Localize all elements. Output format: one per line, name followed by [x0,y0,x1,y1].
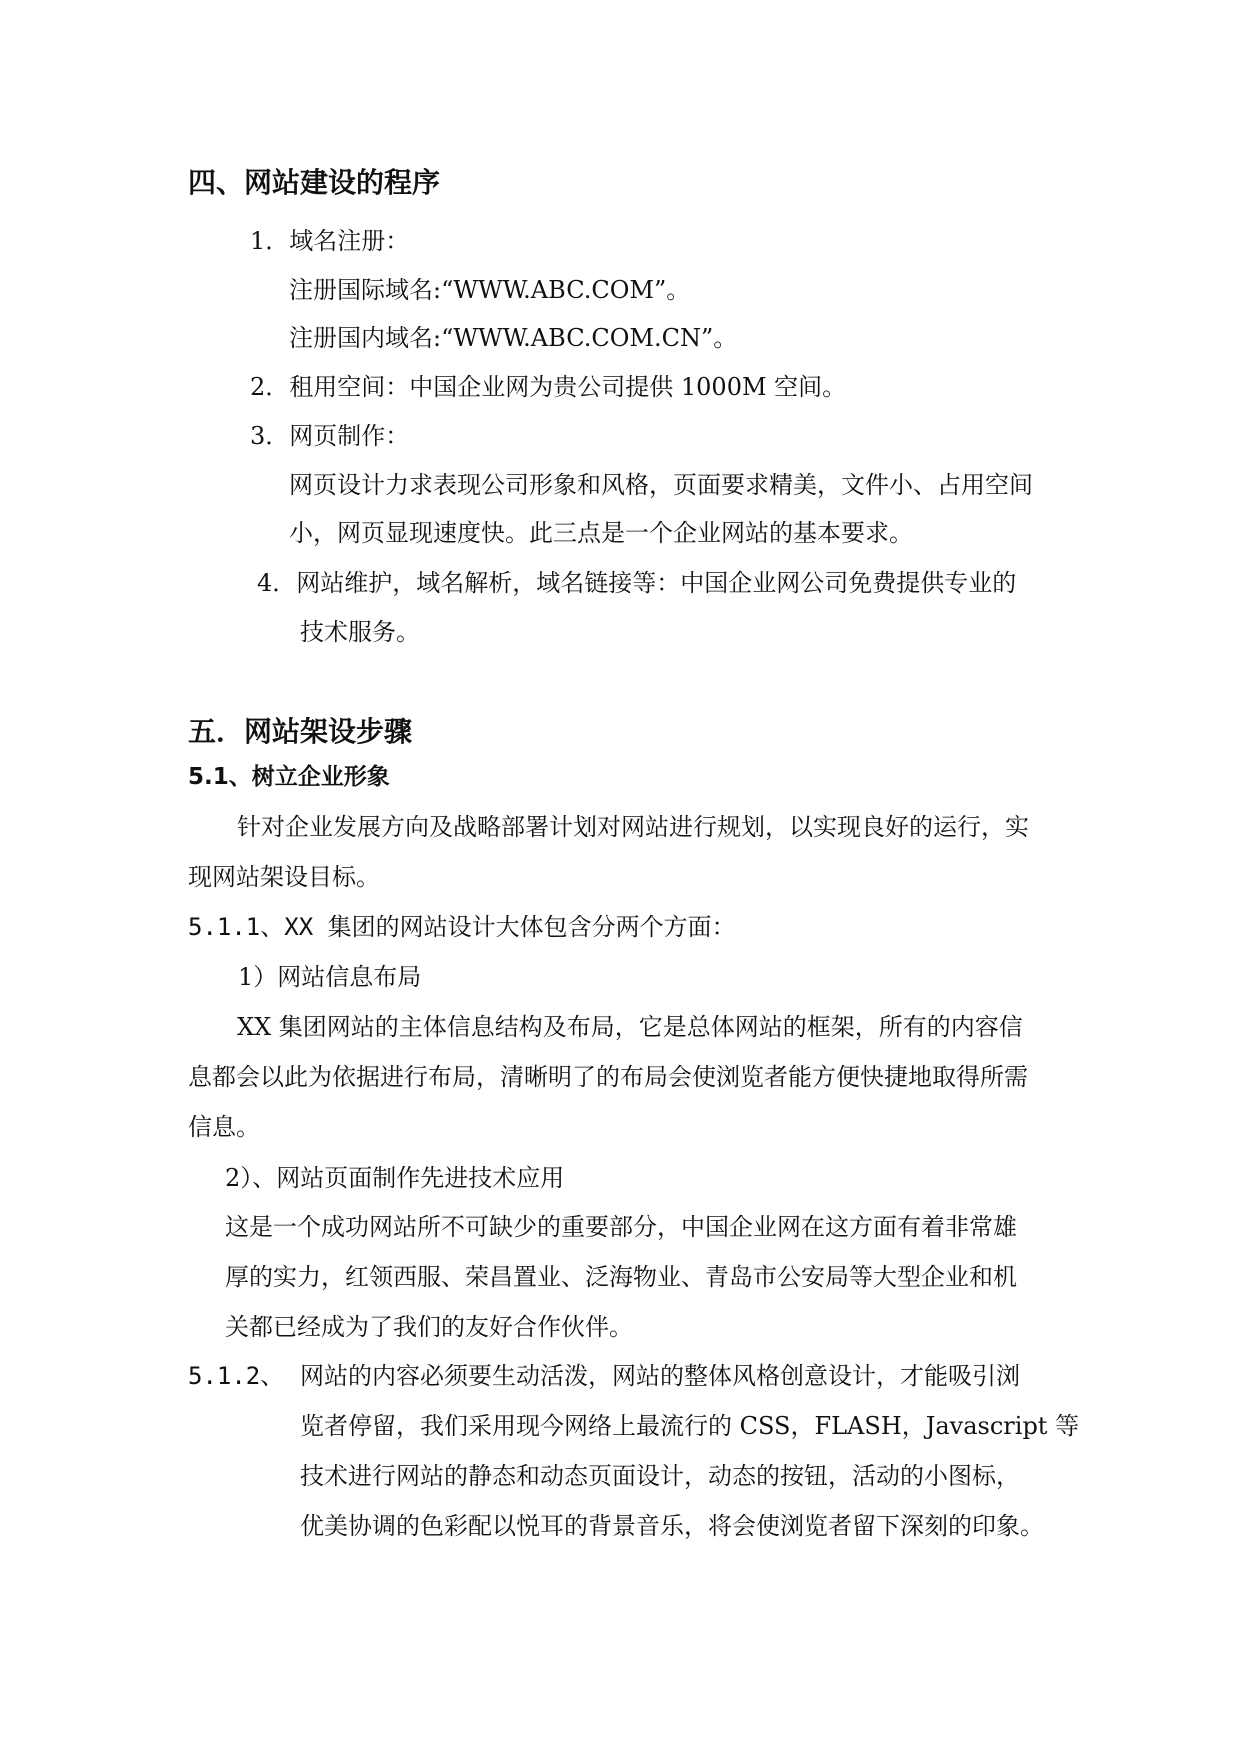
item-1-label: 1．域名注册： [250,227,410,255]
item-1-cn-domain: 注册国内域名:“WWW.ABC.COM.CN”。 [289,324,738,352]
point-2-line-3: 关都已经成为了我们的友好合作伙伴。 [225,1313,633,1341]
point-1-line-1: XX 集团网站的主体信息结构及布局，它是总体网站的框架，所有的内容信 [237,1013,1023,1041]
subsection-5-1-heading: 5.1、树立企业形象 [188,764,390,790]
section-5-heading: 五．网站架设步骤 [188,715,413,748]
point-1-title: 1）网站信息布局 [238,963,422,991]
item-3-label: 3．网页制作： [250,422,410,450]
item-4-line-1: 4．网站维护，域名解析，域名链接等：中国企业网公司免费提供专业的 [257,569,1017,597]
subsection-5-1-2-line-3: 技术进行网站的静态和动态页面设计，动态的按钮，活动的小图标， [300,1462,1020,1490]
point-1-line-2: 息都会以此为依据进行布局，清晰明了的布局会使浏览者能方便快捷地取得所需 [188,1063,1028,1091]
point-2-line-2: 厚的实力，红领西服、荣昌置业、泛海物业、青岛市公安局等大型企业和机 [225,1263,1017,1291]
item-4-line-2: 技术服务。 [300,618,420,646]
subsection-5-1-para-line-2: 现网站架设目标。 [188,863,380,891]
point-2-title: 2）、网站页面制作先进技术应用 [225,1164,565,1192]
item-3-line-2: 小，网页显现速度快。此三点是一个企业网站的基本要求。 [289,519,913,547]
subsection-5-1-1-heading: 5.1.1、XX 集团的网站设计大体包含分两个方面： [188,913,736,941]
item-1-intl-domain: 注册国际域名:“WWW.ABC.COM”。 [289,276,691,304]
subsection-5-1-2-line-4: 优美协调的色彩配以悦耳的背景音乐，将会使浏览者留下深刻的印象。 [300,1512,1044,1540]
section-4-heading: 四、网站建设的程序 [188,166,441,199]
subsection-5-1-2-label: 5.1.2、 [188,1362,285,1390]
point-2-line-1: 这是一个成功网站所不可缺少的重要部分，中国企业网在这方面有着非常雄 [225,1213,1017,1241]
subsection-5-1-2-line-2: 览者停留，我们采用现今网络上最流行的 CSS，FLASH，Javascript 等 [300,1412,1080,1440]
subsection-5-1-2-line-1: 网站的内容必须要生动活泼，网站的整体风格创意设计，才能吸引浏 [300,1362,1020,1390]
item-3-line-1: 网页设计力求表现公司形象和风格，页面要求精美，文件小、占用空间 [289,471,1033,499]
item-2-hosting: 2．租用空间：中国企业网为贵公司提供 1000M 空间。 [250,373,847,401]
subsection-5-1-para-line-1: 针对企业发展方向及战略部署计划对网站进行规划，以实现良好的运行，实 [237,813,1029,841]
point-1-line-3: 信息。 [188,1113,260,1141]
